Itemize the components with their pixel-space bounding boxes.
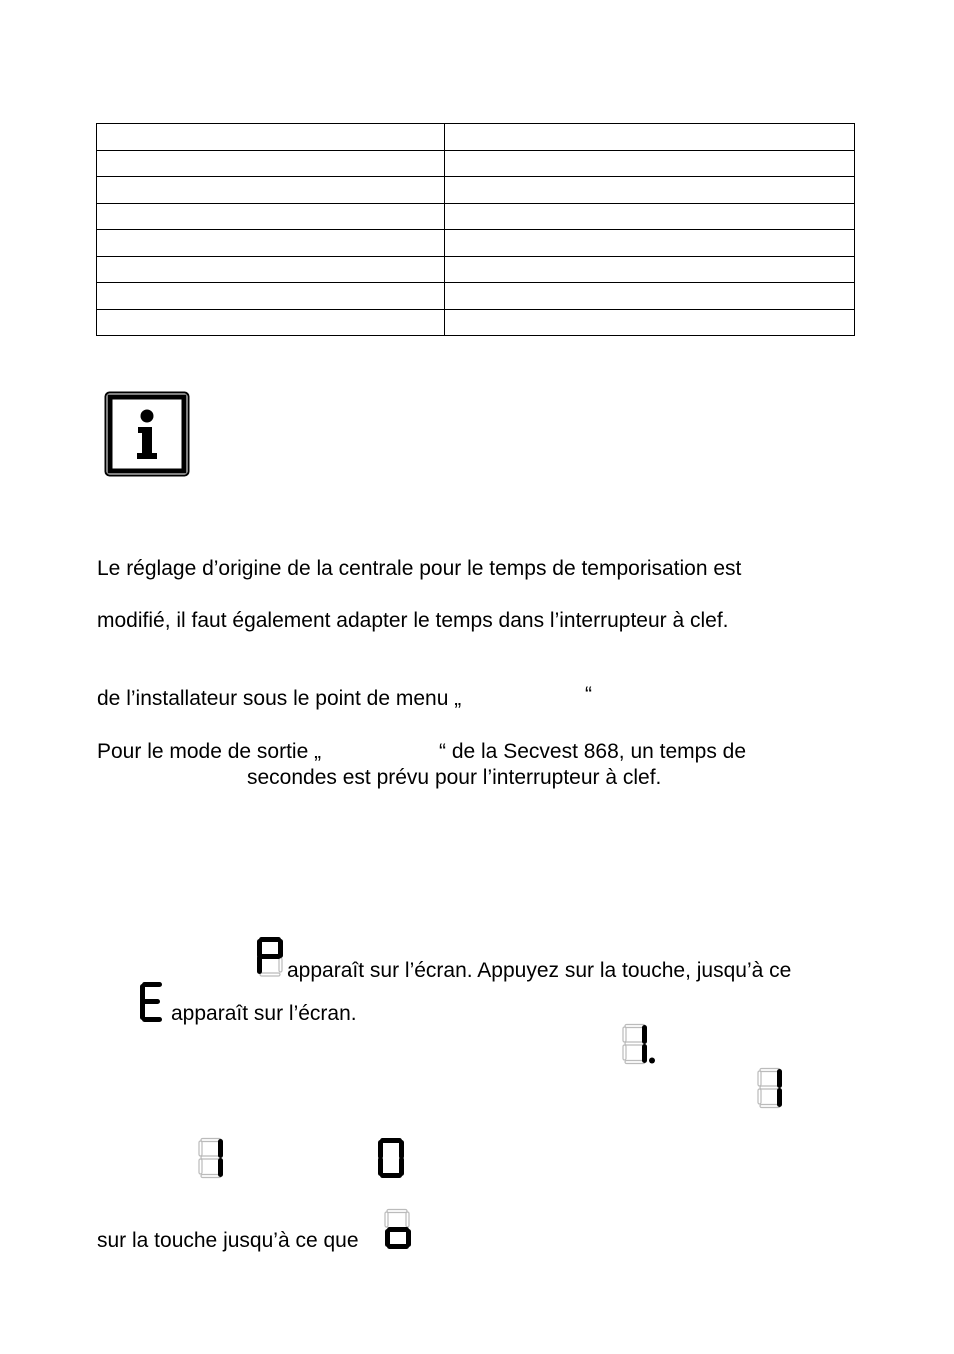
paragraph-exit-mode-start: Pour le mode de sortie „ xyxy=(97,740,322,763)
display-1-dot-icon xyxy=(621,1023,657,1065)
table-cell xyxy=(445,309,855,336)
table-row xyxy=(97,177,855,204)
paragraph-exit-mode-end: “ de la Secvest 868, un temps de xyxy=(439,740,747,763)
table-row xyxy=(97,230,855,257)
closing-quote: “ xyxy=(585,683,592,706)
table-row xyxy=(97,283,855,310)
table-cell xyxy=(445,283,855,310)
table-cell xyxy=(445,256,855,283)
paragraph-seconds: secondes est prévu pour l’interrupteur à clef. xyxy=(247,766,662,789)
table-row xyxy=(97,309,855,336)
paragraph-press-until: sur la touche jusqu’à ce que xyxy=(97,1229,359,1252)
table-cell xyxy=(445,124,855,151)
table-cell xyxy=(97,283,445,310)
table-cell xyxy=(97,230,445,257)
table-row xyxy=(97,203,855,230)
table-row xyxy=(97,256,855,283)
info-icon xyxy=(104,391,190,477)
display-p-icon xyxy=(255,936,285,978)
table-cell xyxy=(97,177,445,204)
display-e-icon xyxy=(139,981,165,1023)
paragraph-appears: apparaît sur l’écran. xyxy=(171,1002,357,1025)
paragraph-appears-press-key: apparaît sur l’écran. Appuyez sur la touche, jusqu’à ce xyxy=(287,959,792,982)
paragraph-adapt-time: modifié, il faut également adapter le temps dans l’interrupteur à clef. xyxy=(97,609,729,632)
table-cell xyxy=(97,124,445,151)
table-cell xyxy=(97,309,445,336)
display-1-icon xyxy=(197,1137,227,1179)
table-cell xyxy=(445,230,855,257)
table-row xyxy=(97,124,855,151)
table-cell xyxy=(445,177,855,204)
table-cell xyxy=(97,256,445,283)
table-cell xyxy=(97,150,445,177)
display-1-icon xyxy=(756,1067,786,1109)
display-0-icon xyxy=(376,1137,406,1179)
paragraph-menu-point: de l’installateur sous le point de menu „ xyxy=(97,687,462,710)
table-cell xyxy=(445,203,855,230)
display-small-o-icon xyxy=(383,1208,413,1250)
table-cell xyxy=(445,150,855,177)
table-cell xyxy=(97,203,445,230)
paragraph-origin-setting: Le réglage d’origine de la centrale pour le temps de temporisation est xyxy=(97,557,742,580)
table-row xyxy=(97,150,855,177)
settings-table xyxy=(96,123,855,336)
